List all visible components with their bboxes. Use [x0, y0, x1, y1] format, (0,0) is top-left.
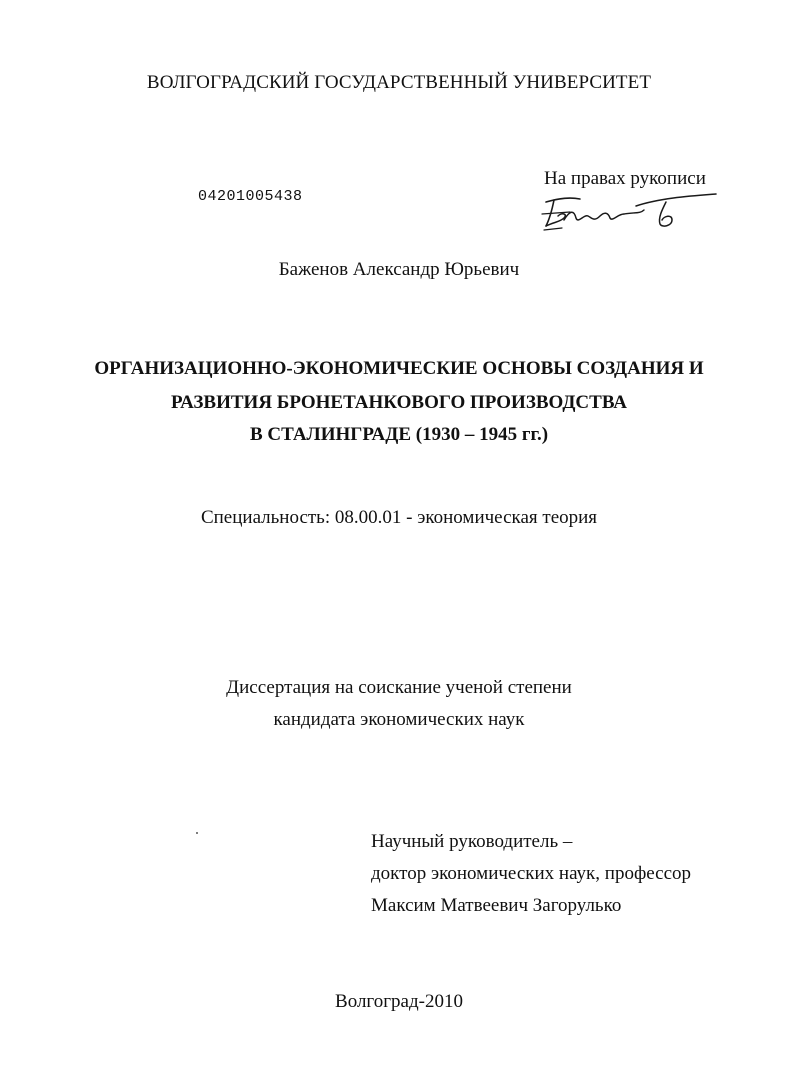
- thesis-type-line-1: Диссертация на соискание ученой степени: [226, 677, 572, 698]
- thesis-title-line-3: В СТАЛИНГРАДЕ (1930 – 1945 гг.): [249, 424, 549, 445]
- author-name: Баженов Александр Юрьевич: [278, 259, 520, 280]
- city-year: Волгоград-2010: [335, 991, 463, 1012]
- thesis-title-line-2: РАЗВИТИЯ БРОНЕТАНКОВОГО ПРОИЗВОДСТВА: [170, 392, 628, 413]
- manuscript-rights-notice: На правах рукописи: [544, 168, 706, 189]
- author-signature: [540, 192, 720, 234]
- thesis-title-line-1: ОРГАНИЗАЦИОННО-ЭКОНОМИЧЕСКИЕ ОСНОВЫ СОЗДАНИЯ И: [94, 358, 704, 379]
- scan-speck: [196, 832, 198, 834]
- specialty: Специальность: 08.00.01 - экономическая теория: [200, 507, 598, 528]
- registration-number: 04201005438: [198, 188, 303, 205]
- advisor-degree: доктор экономических наук, профессор: [371, 863, 692, 884]
- thesis-type-line-2: кандидата экономических наук: [273, 709, 525, 730]
- advisor-name: Максим Матвеевич Загорулько: [371, 895, 622, 916]
- advisor-role: Научный руководитель –: [371, 831, 573, 852]
- university-name: ВОЛГОГРАДСКИЙ ГОСУДАРСТВЕННЫЙ УНИВЕРСИТЕТ: [146, 72, 652, 93]
